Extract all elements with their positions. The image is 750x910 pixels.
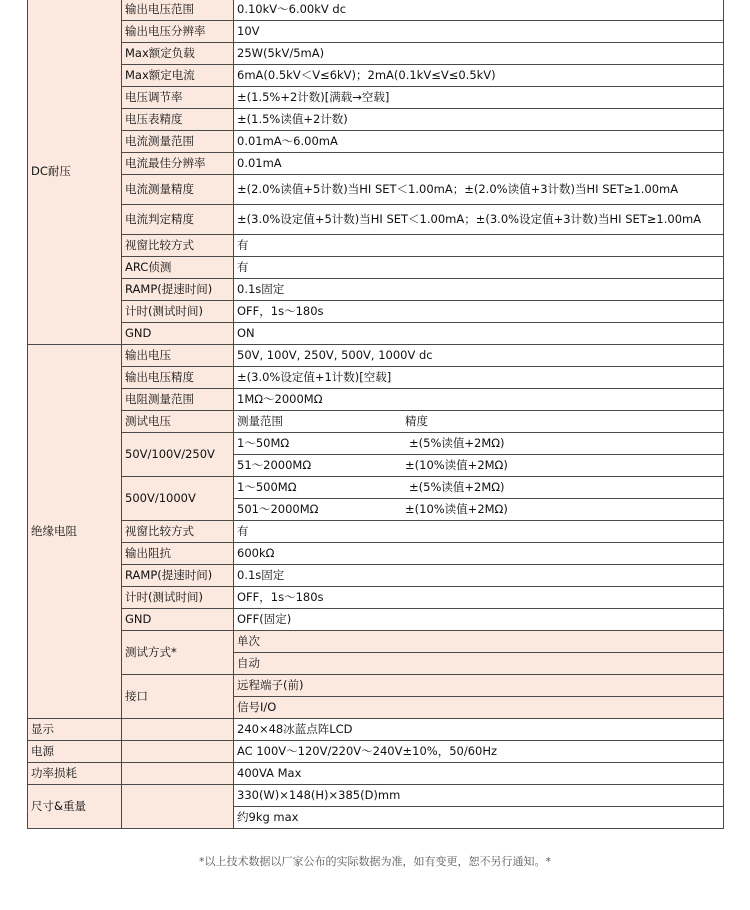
row-label: RAMP(提速时间)	[122, 279, 234, 301]
row-label: 计时(测试时间)	[122, 587, 234, 609]
row-label: 输出电压分辨率	[122, 21, 234, 43]
row-value: ±(1.5%+2计数)[满载→空载]	[234, 87, 724, 109]
table-row	[28, 87, 724, 109]
row-value: ON	[234, 323, 724, 345]
row-label: 输出电压范围	[122, 0, 234, 21]
row-value	[234, 499, 724, 521]
row-value: 0.1s固定	[234, 565, 724, 587]
row-value: 330(W)×148(H)×385(D)mm	[234, 785, 724, 807]
table-row	[28, 323, 724, 345]
row-label: Max额定电流	[122, 65, 234, 87]
row-value	[234, 433, 724, 455]
table-row	[28, 205, 724, 235]
row-label: 视窗比较方式	[122, 521, 234, 543]
accuracy-value: ±(5%读值+2MΩ)	[409, 436, 505, 450]
row-label: Max额定负载	[122, 43, 234, 65]
row-value: ±(3.0%设定值+1计数)[空载]	[234, 367, 724, 389]
test-voltage-header	[234, 411, 724, 433]
range-value: 1～500MΩ	[237, 480, 297, 494]
row-value: 有	[234, 235, 724, 257]
voltage-group-label: 500V/1000V	[122, 477, 234, 521]
category-mode: 测试方式*	[122, 631, 234, 675]
table-row	[28, 675, 724, 697]
accuracy-value: ±(10%读值+2MΩ)	[405, 502, 508, 516]
row-label: GND	[122, 323, 234, 345]
row-label: 测试电压	[122, 411, 234, 433]
table-row	[28, 279, 724, 301]
row-label-empty	[122, 763, 234, 785]
range-value: 501～2000MΩ	[237, 502, 319, 516]
table-row	[28, 389, 724, 411]
row-label: GND	[122, 609, 234, 631]
row-label: 电阻测量范围	[122, 389, 234, 411]
row-label: 输出电压	[122, 345, 234, 367]
row-value: OFF，1s～180s	[234, 301, 724, 323]
row-value: 0.1s固定	[234, 279, 724, 301]
range-value: 1～50MΩ	[237, 436, 290, 450]
table-row	[28, 175, 724, 205]
row-value	[234, 477, 724, 499]
table-row	[28, 131, 724, 153]
row-label: 电流测量范围	[122, 131, 234, 153]
voltage-group-label: 50V/100V/250V	[122, 433, 234, 477]
category-ir: 绝缘电阻	[28, 345, 122, 719]
table-row	[28, 433, 724, 455]
spec-table	[27, 0, 724, 829]
table-row	[28, 345, 724, 367]
table-row	[28, 631, 724, 653]
row-value: 10V	[234, 21, 724, 43]
table-row	[28, 235, 724, 257]
table-row	[28, 609, 724, 631]
row-value: OFF，1s～180s	[234, 587, 724, 609]
row-value: 400VA Max	[234, 763, 724, 785]
row-value: 有	[234, 257, 724, 279]
row-value: 6mA(0.5kV＜V≤6kV)；2mA(0.1kV≤V≤0.5kV)	[234, 65, 724, 87]
row-label-empty	[122, 741, 234, 763]
row-label-empty	[122, 719, 234, 741]
footnote: *以上技术数据以厂家公布的实际数据为准，如有变更，恕不另行通知。*	[199, 855, 551, 868]
row-label: 输出阻抗	[122, 543, 234, 565]
range-header: 测量范围	[237, 414, 283, 428]
category-display: 显示	[28, 719, 122, 741]
row-label: 电流最佳分辨率	[122, 153, 234, 175]
row-value: OFF(固定)	[234, 609, 724, 631]
table-row	[28, 109, 724, 131]
table-row	[28, 43, 724, 65]
row-label-empty	[122, 785, 234, 829]
row-value: ±(2.0%读值+5计数)当HI SET＜1.00mA；±(2.0%读值+3计数)当HI SET≥1.00mA	[234, 175, 724, 205]
row-value: 600kΩ	[234, 543, 724, 565]
row-label: 电流测量精度	[122, 175, 234, 205]
category-power: 电源	[28, 741, 122, 763]
table-row	[28, 543, 724, 565]
row-value: 25W(5kV/5mA)	[234, 43, 724, 65]
row-value: ±(3.0%设定值+5计数)当HI SET＜1.00mA；±(3.0%设定值+3计数)当HI SET≥1.00mA	[234, 205, 724, 235]
row-label: 视窗比较方式	[122, 235, 234, 257]
row-value: AC 100V～120V/220V～240V±10%，50/60Hz	[234, 741, 724, 763]
table-row	[28, 257, 724, 279]
row-label: 计时(测试时间)	[122, 301, 234, 323]
row-label: 电压调节率	[122, 87, 234, 109]
accuracy-value: ±(5%读值+2MΩ)	[409, 480, 505, 494]
row-value: 0.01mA～6.00mA	[234, 131, 724, 153]
row-label: ARC侦测	[122, 257, 234, 279]
category-dc: DC耐压	[28, 0, 122, 345]
row-label: 电流判定精度	[122, 205, 234, 235]
row-value	[234, 455, 724, 477]
row-value: 1MΩ～2000MΩ	[234, 389, 724, 411]
table-row	[28, 153, 724, 175]
row-value: ±(1.5%读值+2计数)	[234, 109, 724, 131]
table-row	[28, 411, 724, 433]
row-value: 50V, 100V, 250V, 500V, 1000V dc	[234, 345, 724, 367]
row-value: 有	[234, 521, 724, 543]
table-row	[28, 21, 724, 43]
table-row	[28, 521, 724, 543]
row-label: 自动	[234, 653, 724, 675]
row-value: 约9kg max	[234, 807, 724, 829]
category-interface: 接口	[122, 675, 234, 719]
row-value: 240×48冰蓝点阵LCD	[234, 719, 724, 741]
row-label: 信号I/O	[234, 697, 724, 719]
table-row	[28, 367, 724, 389]
accuracy-header: 精度	[405, 414, 428, 428]
table-row	[28, 477, 724, 499]
table-row	[28, 587, 724, 609]
row-label: RAMP(提速时间)	[122, 565, 234, 587]
category-consumption: 功率损耗	[28, 763, 122, 785]
table-row	[28, 785, 724, 807]
table-row	[28, 763, 724, 785]
table-row	[28, 0, 724, 21]
accuracy-value: ±(10%读值+2MΩ)	[405, 458, 508, 472]
row-value: 0.10kV～6.00kV dc	[234, 0, 724, 21]
table-row	[28, 719, 724, 741]
table-row	[28, 301, 724, 323]
row-label: 远程端子(前)	[234, 675, 724, 697]
table-row	[28, 741, 724, 763]
category-size: 尺寸&重量	[28, 785, 122, 829]
row-value: 0.01mA	[234, 153, 724, 175]
table-row	[28, 65, 724, 87]
row-label: 输出电压精度	[122, 367, 234, 389]
row-label: 电压表精度	[122, 109, 234, 131]
table-row	[28, 565, 724, 587]
row-label: 单次	[234, 631, 724, 653]
range-value: 51～2000MΩ	[237, 458, 312, 472]
